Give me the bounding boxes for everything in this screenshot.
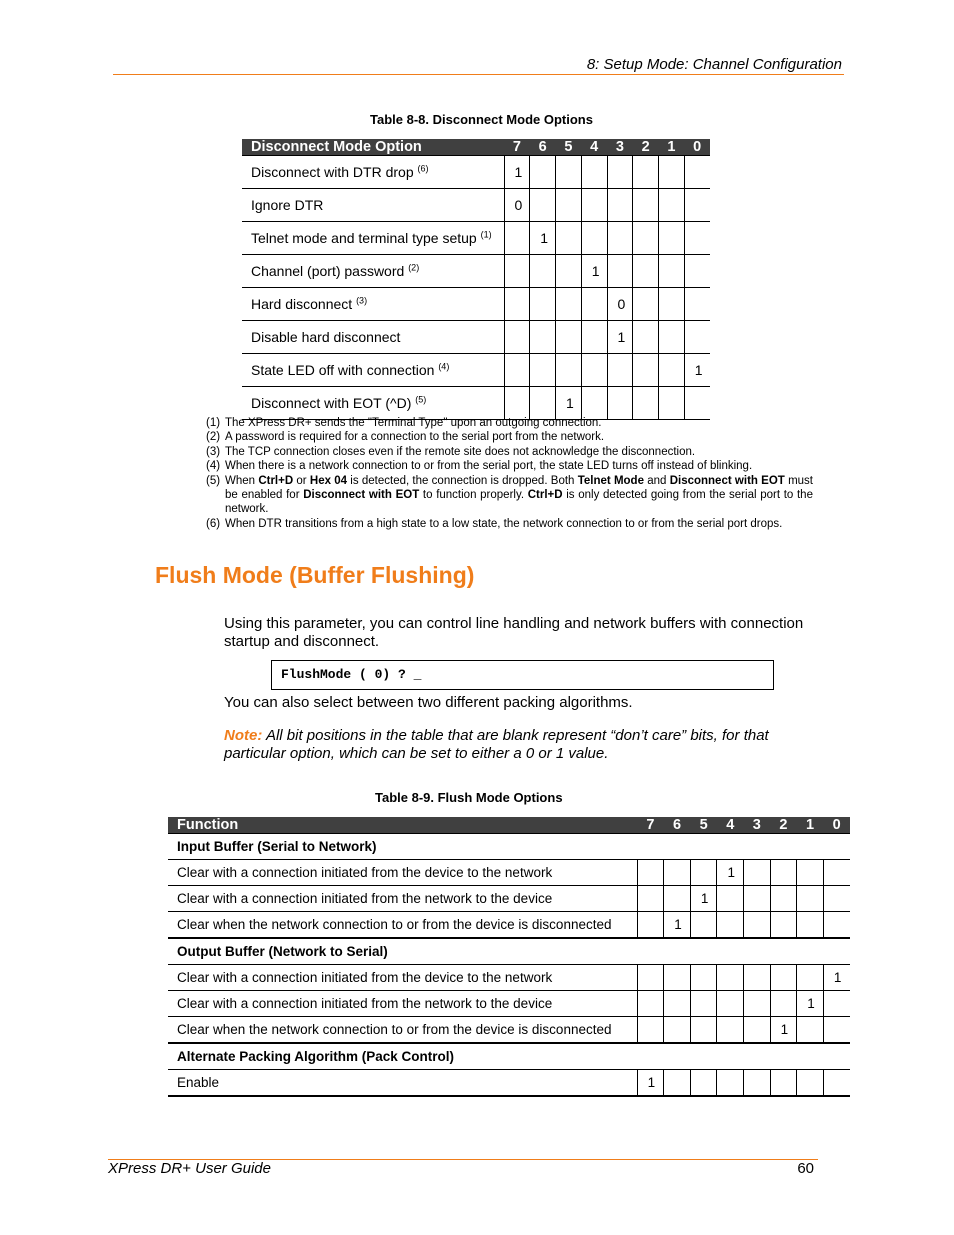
option-label-cell <box>242 222 504 255</box>
option-label: Disconnect with DTR drop <box>251 164 414 180</box>
group-header-row <box>168 834 850 860</box>
function-label: Clear when the network connection to or from the device is disconnected <box>168 1017 637 1044</box>
bit-cell <box>530 288 556 321</box>
footnotes <box>206 416 813 531</box>
bit-cell <box>530 321 556 354</box>
group-title: Input Buffer (Serial to Network) <box>168 834 850 860</box>
bit-cell: 0 <box>504 189 530 222</box>
bit-cell <box>633 189 659 222</box>
bit-cell <box>684 387 710 420</box>
bit-cell <box>690 912 717 939</box>
bit-cell <box>633 387 659 420</box>
bit-cell <box>556 321 582 354</box>
bit-cell <box>717 991 744 1017</box>
footnote-bold-term: Disconnect with EOT <box>303 489 420 502</box>
table-row <box>168 1070 850 1097</box>
bit-cell <box>717 965 744 991</box>
bit-cell <box>664 965 691 991</box>
bit-cell <box>659 222 685 255</box>
bit-cell <box>581 222 607 255</box>
bit-cell <box>690 1017 717 1044</box>
bit-cell <box>823 1070 850 1097</box>
option-label-cell <box>242 288 504 321</box>
table-row <box>242 156 710 189</box>
section-heading: Flush Mode (Buffer Flushing) <box>155 562 475 588</box>
footnote-ref: (5) <box>415 394 427 405</box>
bit-cell <box>504 321 530 354</box>
bit-header-0: 0 <box>823 817 850 834</box>
bit-cell <box>659 387 685 420</box>
footnote <box>206 416 813 430</box>
table-row <box>242 255 710 288</box>
bit-header-4: 4 <box>717 817 744 834</box>
bit-cell <box>633 255 659 288</box>
footnote <box>206 517 813 531</box>
bit-cell <box>797 912 824 939</box>
table-row <box>168 991 850 1017</box>
table-row <box>168 1017 850 1044</box>
option-label: Hard disconnect <box>251 296 353 312</box>
function-label: Clear with a connection initiated from the network to the device <box>168 991 637 1017</box>
bit-cell <box>637 912 664 939</box>
option-label: Telnet mode and terminal type setup <box>251 230 477 246</box>
function-label: Clear with a connection initiated from the network to the device <box>168 886 637 912</box>
bit-cell <box>504 255 530 288</box>
option-label: Ignore DTR <box>251 197 324 213</box>
group-header-row <box>168 938 850 965</box>
bit-cell <box>581 321 607 354</box>
option-label: Disconnect with EOT (^D) <box>251 395 412 411</box>
bit-cell: 1 <box>581 255 607 288</box>
option-label-cell <box>242 189 504 222</box>
table-8-9-caption: Table 8-9. Flush Mode Options <box>375 790 563 805</box>
intro-paragraph: Using this parameter, you can control line handling and network buffers with connection startup and disconnect. <box>224 615 804 650</box>
bit-cell <box>770 965 797 991</box>
bit-cell: 1 <box>607 321 633 354</box>
bit-cell <box>607 255 633 288</box>
bit-cell <box>556 189 582 222</box>
bit-cell <box>664 991 691 1017</box>
bit-cell <box>684 255 710 288</box>
bit-cell: 1 <box>823 965 850 991</box>
page-number: 60 <box>797 1160 814 1177</box>
footnote-bold-term: Telnet Mode <box>577 474 644 487</box>
bit-cell: 1 <box>664 912 691 939</box>
footer-title: XPress DR+ User Guide <box>108 1160 271 1177</box>
footnote-number: (3) <box>206 445 221 458</box>
bit-cell <box>659 156 685 189</box>
footnote-number: (2) <box>206 431 221 444</box>
bit-cell <box>823 912 850 939</box>
bit-cell <box>556 354 582 387</box>
note-label: Note: <box>224 727 263 744</box>
bit-cell <box>823 991 850 1017</box>
footnote-text-run: and <box>643 474 670 487</box>
bit-cell <box>823 886 850 912</box>
footnote-text: The TCP connection closes even if the remote site does not acknowledge the disconnection. <box>225 445 696 458</box>
bit-cell <box>797 965 824 991</box>
bit-cell <box>637 965 664 991</box>
bit-header-1: 1 <box>797 817 824 834</box>
flushmode-prompt: FlushMode ( 0) ? _ <box>281 667 422 682</box>
bit-cell <box>664 1017 691 1044</box>
bit-header-2: 2 <box>770 817 797 834</box>
bit-cell <box>607 354 633 387</box>
table-row <box>242 354 710 387</box>
table-row <box>242 189 710 222</box>
bit-cell <box>690 860 717 886</box>
bit-cell <box>637 991 664 1017</box>
footnote-number: (6) <box>206 517 221 530</box>
bit-cell <box>823 1017 850 1044</box>
bit-cell <box>659 354 685 387</box>
bit-cell <box>690 1070 717 1097</box>
footnote-number: (1) <box>206 417 221 429</box>
table-row <box>168 886 850 912</box>
bit-cell <box>607 222 633 255</box>
group-header-row <box>168 1043 850 1070</box>
bit-cell: 1 <box>717 860 744 886</box>
bit-cell <box>659 189 685 222</box>
table-row <box>242 222 710 255</box>
footnote-ref: (6) <box>417 163 429 174</box>
bit-cell <box>690 965 717 991</box>
bit-cell <box>744 860 771 886</box>
bit-cell <box>770 1070 797 1097</box>
bit-cell <box>581 288 607 321</box>
footnote <box>206 474 813 517</box>
bit-cell <box>504 354 530 387</box>
bit-cell <box>664 1070 691 1097</box>
bit-cell <box>556 222 582 255</box>
bit-cell <box>556 156 582 189</box>
bit-cell <box>797 886 824 912</box>
bit-cell <box>659 288 685 321</box>
option-label-cell <box>242 387 504 420</box>
bit-cell <box>556 288 582 321</box>
bit-cell <box>717 1017 744 1044</box>
function-label: Enable <box>168 1070 637 1097</box>
footnote-number: (4) <box>206 460 221 473</box>
bit-cell <box>530 387 556 420</box>
bit-cell <box>717 912 744 939</box>
code-box <box>271 660 774 690</box>
bit-cell: 1 <box>637 1070 664 1097</box>
bit-cell <box>504 222 530 255</box>
note-text: All bit positions in the table that are blank represent “don’t care” bits, for that particular option, which can be set to either a 0 or 1 value. <box>224 727 769 762</box>
header-rule <box>113 74 844 75</box>
table-row <box>242 288 710 321</box>
bit-cell <box>581 189 607 222</box>
bit-cell <box>637 1017 664 1044</box>
bit-cell <box>659 321 685 354</box>
bit-cell <box>770 886 797 912</box>
footnote-bold-term: Disconnect with EOT <box>669 474 785 487</box>
bit-cell <box>504 387 530 420</box>
bit-cell <box>684 189 710 222</box>
footnote-text: The XPress DR+ sends the "Terminal Type" upon an outgoing connection. <box>225 417 602 429</box>
option-label: Disable hard disconnect <box>251 329 401 345</box>
bit-cell <box>664 860 691 886</box>
footnote-text-run: is detected, the connection is dropped. Both <box>347 474 578 487</box>
bit-cell <box>717 886 744 912</box>
bit-cell: 1 <box>530 222 556 255</box>
bit-cell <box>797 1017 824 1044</box>
bit-cell <box>581 354 607 387</box>
column-header-option: Disconnect Mode Option <box>242 139 504 156</box>
bit-cell <box>637 860 664 886</box>
bit-cell <box>744 1017 771 1044</box>
footnote-text: A password is required for a connection to the serial port from the network. <box>225 431 605 444</box>
option-label-cell <box>242 321 504 354</box>
bit-header-2: 2 <box>633 139 659 156</box>
option-label-cell <box>242 156 504 189</box>
group-title: Alternate Packing Algorithm (Pack Control) <box>168 1043 850 1070</box>
bit-cell <box>684 321 710 354</box>
footnote-bold-term: Ctrl+D <box>527 489 563 502</box>
bit-cell <box>633 156 659 189</box>
bit-cell <box>744 912 771 939</box>
bit-cell <box>633 288 659 321</box>
bit-cell <box>690 991 717 1017</box>
bit-cell <box>684 156 710 189</box>
bit-cell: 0 <box>607 288 633 321</box>
bit-cell <box>504 288 530 321</box>
bit-header-3: 3 <box>744 817 771 834</box>
footnote <box>206 430 813 444</box>
bit-cell <box>744 965 771 991</box>
bit-cell <box>744 1070 771 1097</box>
footnote-ref: (1) <box>480 229 492 240</box>
bit-cell <box>770 912 797 939</box>
bit-header-7: 7 <box>504 139 530 156</box>
bit-cell <box>607 189 633 222</box>
bit-cell: 1 <box>556 387 582 420</box>
function-label: Clear with a connection initiated from the device to the network <box>168 860 637 886</box>
bit-header-0: 0 <box>684 139 710 156</box>
bit-cell <box>530 189 556 222</box>
bit-cell <box>770 991 797 1017</box>
footnote-ref: (3) <box>356 295 368 306</box>
bit-cell: 1 <box>504 156 530 189</box>
footnote-text-run: or <box>293 474 310 487</box>
footnote-text-run: is only detected going from the serial port to the network. <box>225 489 813 516</box>
running-header: 8: Setup Mode: Channel Configuration <box>586 56 842 73</box>
footnote-number: (5) <box>206 474 221 487</box>
footnote-bold-term: Ctrl+D <box>258 474 294 487</box>
bit-cell <box>744 886 771 912</box>
option-label: State LED off with connection <box>251 362 435 378</box>
flush-mode-table <box>168 817 850 1097</box>
bit-cell <box>530 156 556 189</box>
bit-cell <box>684 288 710 321</box>
option-label-cell <box>242 255 504 288</box>
bit-header-7: 7 <box>637 817 664 834</box>
table-row <box>168 860 850 886</box>
bit-cell: 1 <box>797 991 824 1017</box>
bit-cell <box>717 1070 744 1097</box>
bit-cell <box>556 255 582 288</box>
bit-cell <box>581 156 607 189</box>
bit-cell <box>823 860 850 886</box>
function-label: Clear when the network connection to or from the device is disconnected <box>168 912 637 939</box>
footnote-ref: (2) <box>408 262 420 273</box>
bit-cell <box>797 1070 824 1097</box>
option-label: Channel (port) password <box>251 263 405 279</box>
table-row <box>168 912 850 939</box>
footnote <box>206 445 813 459</box>
bit-cell <box>581 387 607 420</box>
option-label-cell <box>242 354 504 387</box>
bit-cell <box>797 860 824 886</box>
bit-header-5: 5 <box>556 139 582 156</box>
footnote-text-run: to function properly. <box>419 489 528 502</box>
bit-cell <box>633 354 659 387</box>
bit-cell <box>659 255 685 288</box>
bit-cell <box>530 354 556 387</box>
bit-header-1: 1 <box>659 139 685 156</box>
bit-header-6: 6 <box>530 139 556 156</box>
table-row <box>242 321 710 354</box>
table-8-8-caption: Table 8-8. Disconnect Mode Options <box>370 112 593 127</box>
bit-cell <box>530 255 556 288</box>
bit-cell <box>744 991 771 1017</box>
bit-cell <box>607 387 633 420</box>
bit-cell: 1 <box>690 886 717 912</box>
bit-cell: 1 <box>770 1017 797 1044</box>
disconnect-mode-table <box>242 139 710 420</box>
bit-cell: 1 <box>684 354 710 387</box>
bit-cell <box>664 886 691 912</box>
bit-cell <box>633 321 659 354</box>
table-row <box>168 965 850 991</box>
footnote-bold-term: Hex 04 <box>309 474 348 487</box>
function-label: Clear with a connection initiated from the device to the network <box>168 965 637 991</box>
footnote-ref: (4) <box>438 361 450 372</box>
footnote-text-run: When <box>225 474 259 487</box>
packing-paragraph: You can also select between two different packing algorithms. <box>224 694 633 711</box>
bit-cell <box>684 222 710 255</box>
bit-cell <box>607 156 633 189</box>
bit-cell <box>637 886 664 912</box>
column-header-function: Function <box>168 817 637 834</box>
table-row <box>242 387 710 420</box>
bit-header-5: 5 <box>690 817 717 834</box>
footnote-text: When there is a network connection to or from the serial port, the state LED turns off instead of blinking. <box>225 460 753 473</box>
footnote-text-run: must be enabled for <box>225 474 814 502</box>
bit-header-6: 6 <box>664 817 691 834</box>
footnote-text: When DTR transitions from a high state to a low state, the network connection to or from the serial port drops. <box>225 517 783 530</box>
bit-header-4: 4 <box>581 139 607 156</box>
footnote <box>206 459 813 473</box>
bit-cell <box>770 860 797 886</box>
bit-cell <box>633 222 659 255</box>
footnote-text <box>225 474 813 517</box>
note-paragraph <box>224 727 784 763</box>
group-title: Output Buffer (Network to Serial) <box>168 938 850 965</box>
bit-header-3: 3 <box>607 139 633 156</box>
